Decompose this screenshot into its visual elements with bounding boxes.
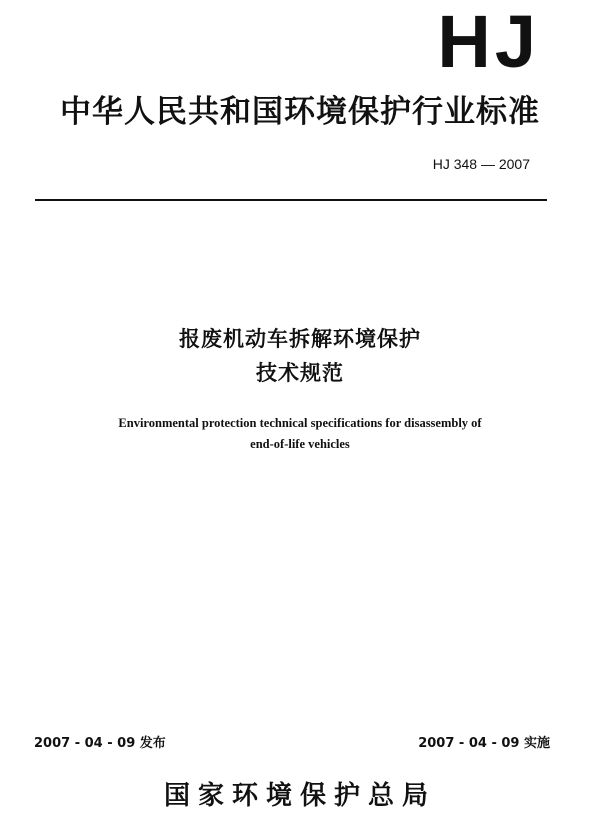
issuing-authority: 国家环境保护总局: [163, 781, 436, 811]
chinese-title: [0, 322, 600, 390]
chinese-title-line-1: 报废机动车拆解环境保护: [179, 327, 421, 351]
header-divider: [35, 199, 547, 201]
hj-logo: HJ: [437, 0, 540, 83]
standard-number: HJ 348 — 2007: [432, 156, 530, 172]
english-title: [60, 413, 540, 455]
english-title-line-2: end-of-life vehicles: [250, 437, 350, 451]
implementation-date: 2007 - 04 - 09 实施: [418, 736, 550, 751]
organization-title: 中华人民共和国环境保护行业标准: [60, 94, 540, 130]
english-title-line-1: Environmental protection technical specifications for disassembly of: [118, 416, 482, 430]
chinese-title-line-2: 技术规范: [256, 361, 344, 385]
issue-date: 2007 - 04 - 09 发布: [34, 736, 166, 751]
